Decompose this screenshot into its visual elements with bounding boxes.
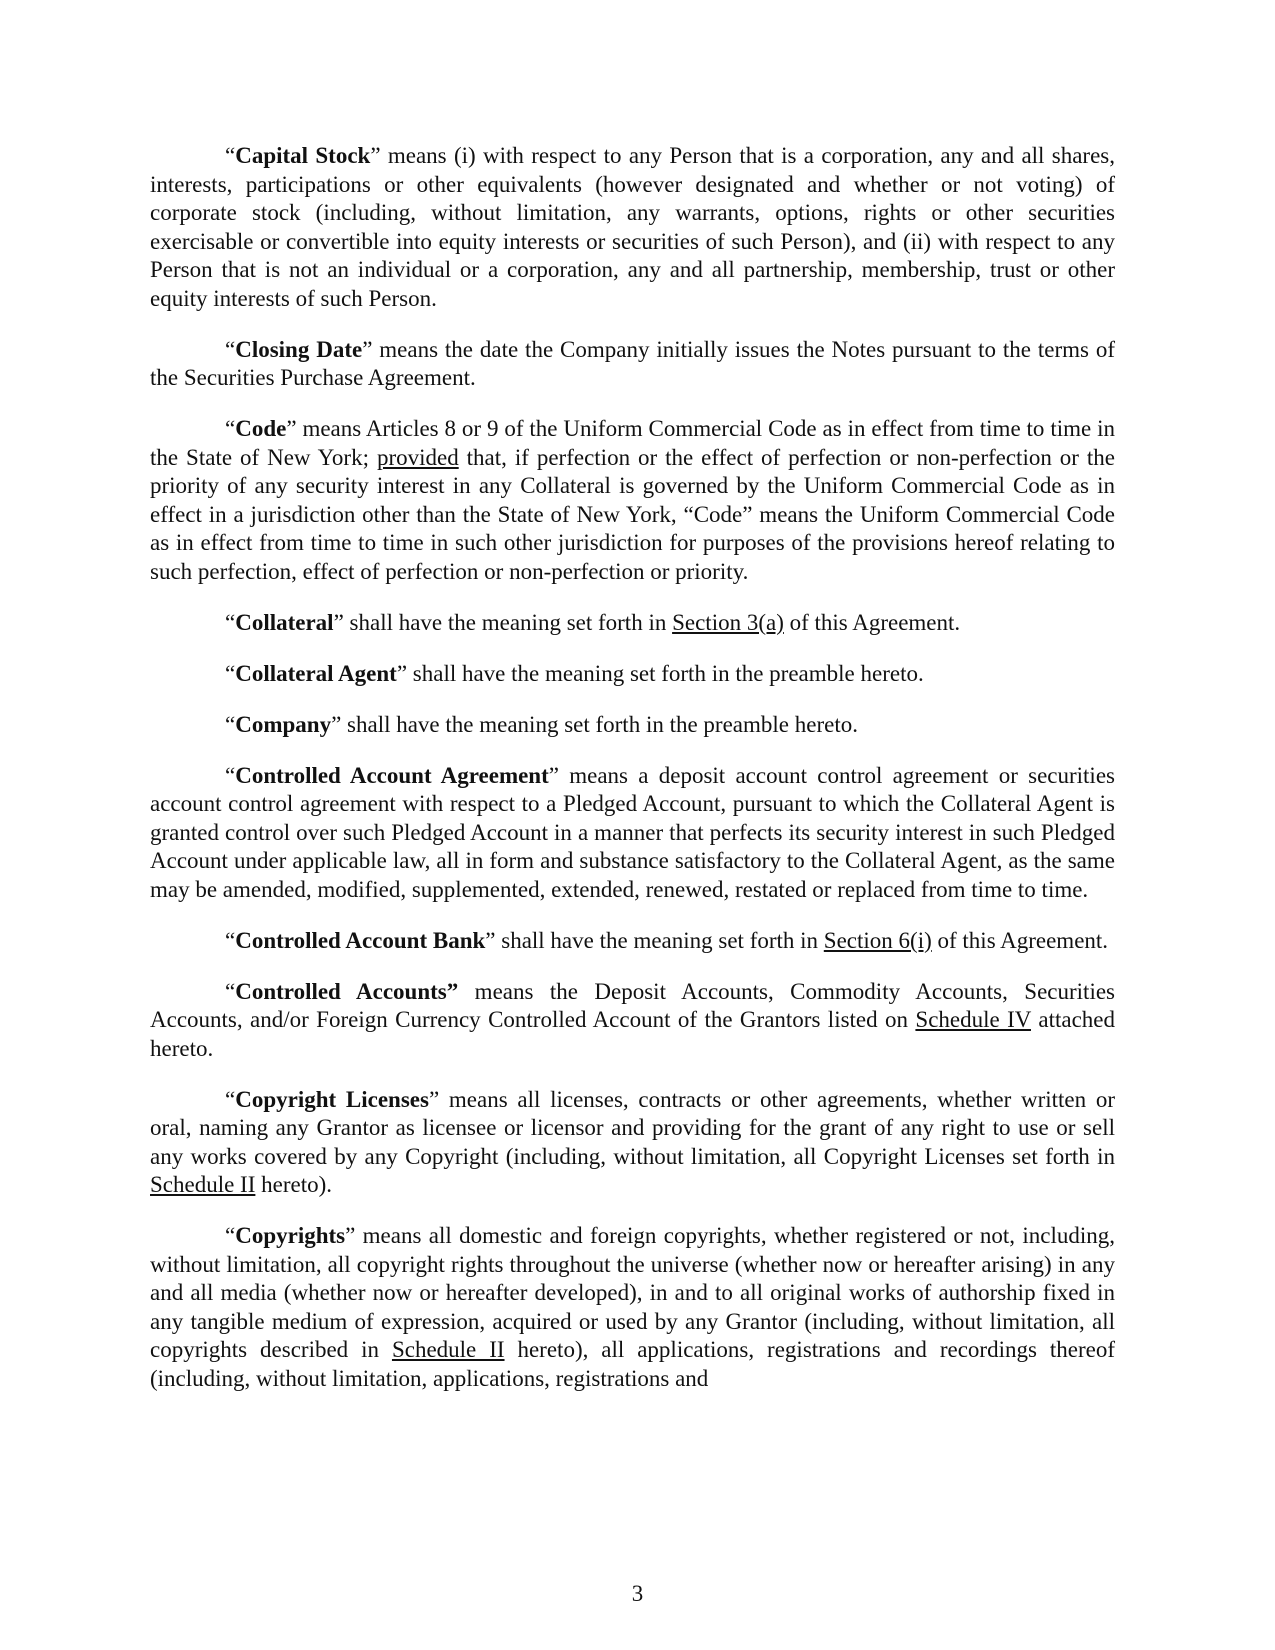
- section-reference: Section 3(a): [672, 609, 784, 635]
- defined-term: Controlled Accounts”: [235, 978, 459, 1004]
- page-number: 3: [631, 1581, 644, 1606]
- schedule-reference: Schedule II: [391, 1337, 505, 1362]
- defined-term: Closing Date: [235, 336, 363, 362]
- document-page: [150, 142, 1115, 1416]
- schedule-reference: Schedule IV: [915, 1007, 1031, 1032]
- defined-term: Copyright Licenses: [235, 1086, 429, 1112]
- defined-term: Controlled Account Bank: [235, 927, 486, 953]
- definition-company: “Company” shall have the meaning set forth in the preamble hereto.: [225, 711, 858, 737]
- definition-controlled-accounts: “Controlled Accounts” means the Deposit Accounts, Commodity Accounts, Securities Accounts, and/or Foreign Currency Controlled Account of the Grantors listed on Schedule IV attached hereto.: [150, 978, 1116, 1061]
- section-reference: Section 6(i): [823, 927, 932, 953]
- definition-copyright-licenses: “Copyright Licenses” means all licenses, contracts or other agreements, whether written or oral, naming any Grantor as licensee or licensor and providing for the grant of any right to use or sell any works covered by any Copyright (including, without limitation, all Copyright Licenses set forth in Schedule II hereto).: [150, 1086, 1115, 1197]
- definition-copyrights: “Copyrights” means all domestic and foreign copyrights, whether registered or not, including, without limitation, all copyright rights throughout the universe (whether now or hereafter arising) in any and all media (whether now or hereafter developed), in and to all original works of authorship fixed in any tangible medium of expression, acquired or used by any Grantor (including, without limitation, all copyrights described in Schedule II hereto), all applications, registrations and recordings thereof (including, without limitation, applications, registrations and: [150, 1223, 1115, 1391]
- defined-term: Capital Stock: [235, 143, 371, 168]
- defined-term: Code: [235, 416, 287, 441]
- definition-collateral: “Collateral” shall have the meaning set forth in Section 3(a) of this Agreement.: [225, 609, 961, 635]
- defined-term: Copyrights: [235, 1223, 346, 1248]
- definition-capital-stock: “Capital Stock” means (i) with respect to any Person that is a corporation, any and all shares, interests, participations or other equivalents (however designated and whether or not voting) of corporate stock (including, without limitation, any warrants, options, rights or other securities exercisable or convertible into equity interests or securities of such Person), and (ii) with respect to any Person that is not an individual or a corporation, any and all partnership, membership, trust or other equity interests of such Person.: [150, 143, 1115, 311]
- defined-term: Company: [235, 711, 332, 737]
- definition-code: “Code” means Articles 8 or 9 of the Uniform Commercial Code as in effect from time to time in the State of New York; provided that, if perfection or the effect of perfection or non-perfection or the priority of any security interest in any Collateral is governed by the Uniform Commercial Code as in effect in a jurisdiction other than the State of New York, “Code” means the Uniform Commercial Code as in effect from time to time in such other jurisdiction for purposes of the provisions hereof relating to such perfection, effect of perfection or non-perfection or priority.: [150, 416, 1115, 584]
- defined-term: Controlled Account Agreement: [235, 762, 549, 788]
- definition-controlled-account-bank: “Controlled Account Bank” shall have the meaning set forth in Section 6(i) of this Agreement.: [225, 927, 1109, 953]
- defined-term: Collateral Agent: [235, 660, 397, 686]
- underlined-term: provided: [376, 444, 459, 470]
- definition-controlled-account-agreement: “Controlled Account Agreement” means a deposit account control agreement or securities account control agreement with respect to a Pledged Account, pursuant to which the Collateral Agent is granted control over such Pledged Account in a manner that perfects its security interest in such Pledged Account under applicable law, all in form and substance satisfactory to the Collateral Agent, as the same may be amended, modified, supplemented, extended, renewed, restated or replaced from time to time.: [150, 762, 1115, 902]
- schedule-reference: Schedule II: [150, 1172, 256, 1197]
- defined-term: Collateral: [235, 609, 334, 635]
- definition-collateral-agent: “Collateral Agent” shall have the meaning set forth in the preamble hereto.: [225, 660, 924, 686]
- definition-closing-date: “Closing Date” means the date the Company initially issues the Notes pursuant to the terms of the Securities Purchase Agreement.: [150, 336, 1115, 390]
